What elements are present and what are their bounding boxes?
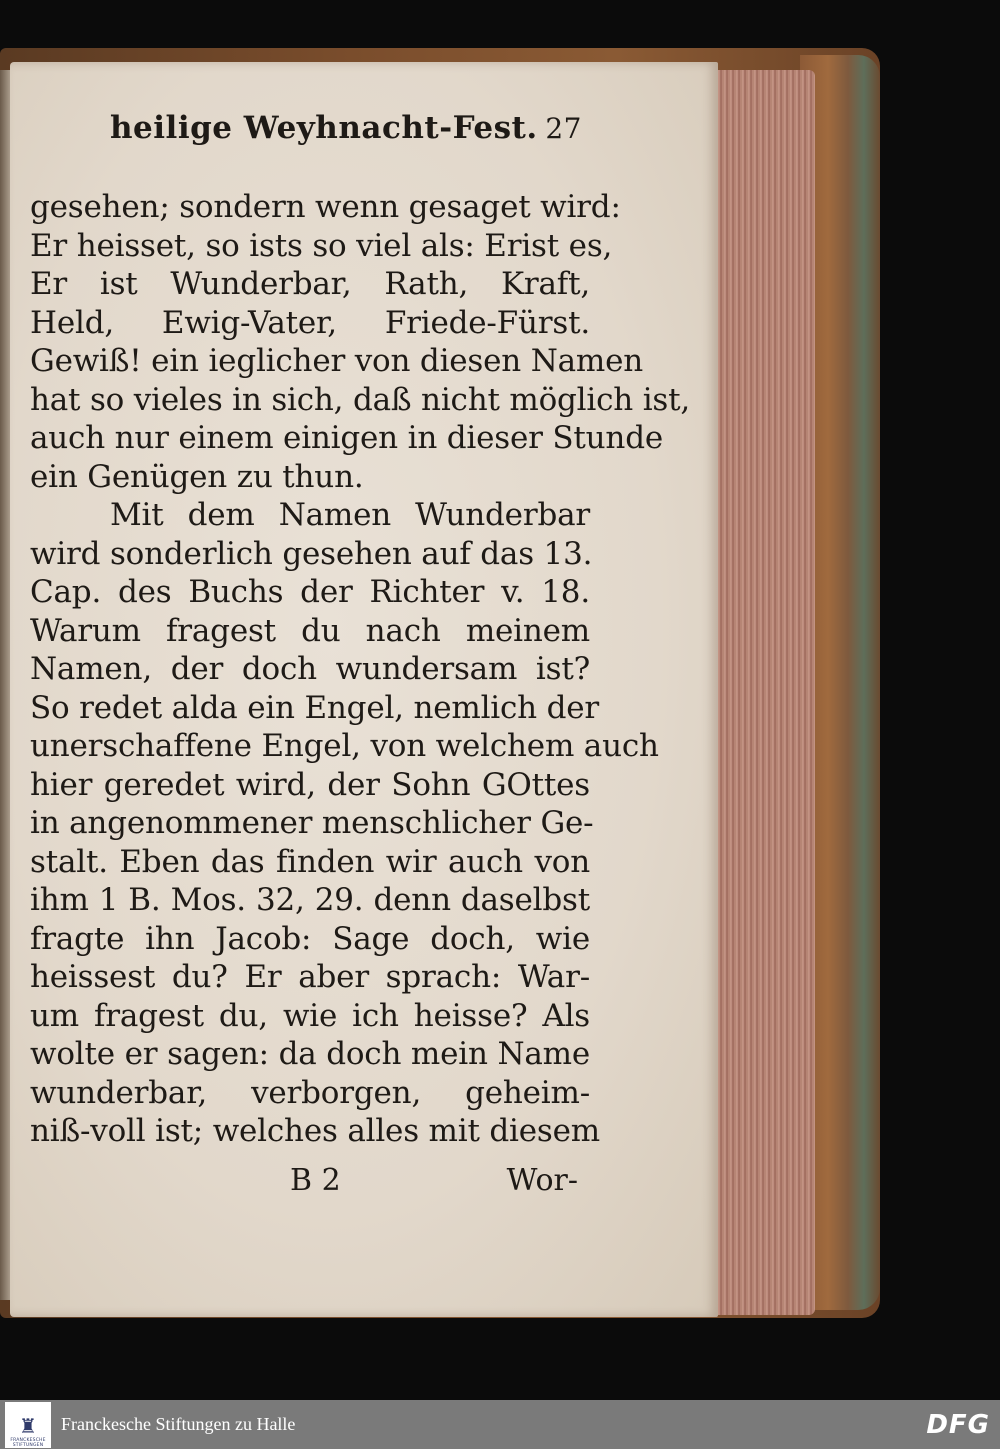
- text-line: heissest du? Er aber sprach: War-: [30, 959, 590, 995]
- running-head-title: heilige Weyhnacht-Fest.: [110, 110, 538, 146]
- text-line: unerschaffene Engel, von welchem auch: [30, 728, 659, 764]
- text-line: Held, Ewig-Vater, Friede-Fürst.: [30, 304, 590, 341]
- logo-text-line-2: STIFTUNGEN: [12, 1442, 44, 1448]
- footer-bar: [0, 1400, 1000, 1449]
- text-line: Mit dem Namen Wunderbar: [110, 497, 590, 533]
- text-line: hier geredet wird, der Sohn GOttes: [30, 766, 590, 803]
- institution-logo[interactable]: [5, 1402, 51, 1448]
- text-line: wird sonderlich gesehen auf das 13.: [30, 535, 593, 572]
- page-footer: [30, 1163, 590, 1198]
- text-line: wunderbar, verborgen, geheim-: [30, 1074, 590, 1111]
- signature-mark: B 2: [290, 1162, 341, 1198]
- text-line: So redet alda ein Engel, nemlich der: [30, 689, 600, 726]
- dfg-logo[interactable]: DFG: [926, 1409, 990, 1440]
- page-edges: [705, 70, 815, 1315]
- text-line: in angenommener menschlicher Ge-: [30, 805, 594, 841]
- running-head: [30, 110, 590, 170]
- text-line: Namen, der doch wundersam ist?: [30, 651, 590, 687]
- text-line: Er ist Wunderbar, Rath, Kraft,: [30, 266, 590, 302]
- text-line: um fragest du, wie ich heisse? Als: [30, 997, 590, 1034]
- logo-text-line-1: FRANCKESCHE: [10, 1437, 46, 1443]
- text-line: fragte ihn Jacob: Sage doch, wie: [30, 920, 590, 957]
- text-line: niß-voll ist; welches alles mit diesem: [30, 1113, 600, 1149]
- catchword: Wor-: [506, 1162, 578, 1198]
- page-number: 27: [545, 112, 582, 145]
- text-line: Gewiß! ein ieglicher von diesen Namen: [30, 343, 644, 379]
- text-line: wolte er sagen: da doch mein Name: [30, 1036, 590, 1072]
- text-line: ein Genügen zu thun.: [30, 458, 364, 495]
- text-line: Er heisset, so ists so viel als: Erist es,: [30, 227, 613, 264]
- institution-name[interactable]: Franckesche Stiftungen zu Halle: [61, 1414, 296, 1434]
- text-line: hat so vieles in sich, daß nicht möglich ist,: [30, 381, 691, 418]
- text-line: Cap. des Buchs der Richter v. 18.: [30, 574, 590, 610]
- text-lines: [30, 188, 691, 1151]
- page-text: [30, 110, 691, 1198]
- text-line: auch nur einem einigen in dieser Stunde: [30, 420, 663, 456]
- text-line: gesehen; sondern wenn gesaget wird:: [30, 189, 621, 225]
- text-line: Warum fragest du nach meinem: [30, 612, 590, 649]
- text-line: ihm 1 B. Mos. 32, 29. denn daselbst: [30, 882, 590, 918]
- building-icon: ♜: [19, 1413, 37, 1438]
- text-line: stalt. Eben das finden wir auch von: [30, 843, 590, 880]
